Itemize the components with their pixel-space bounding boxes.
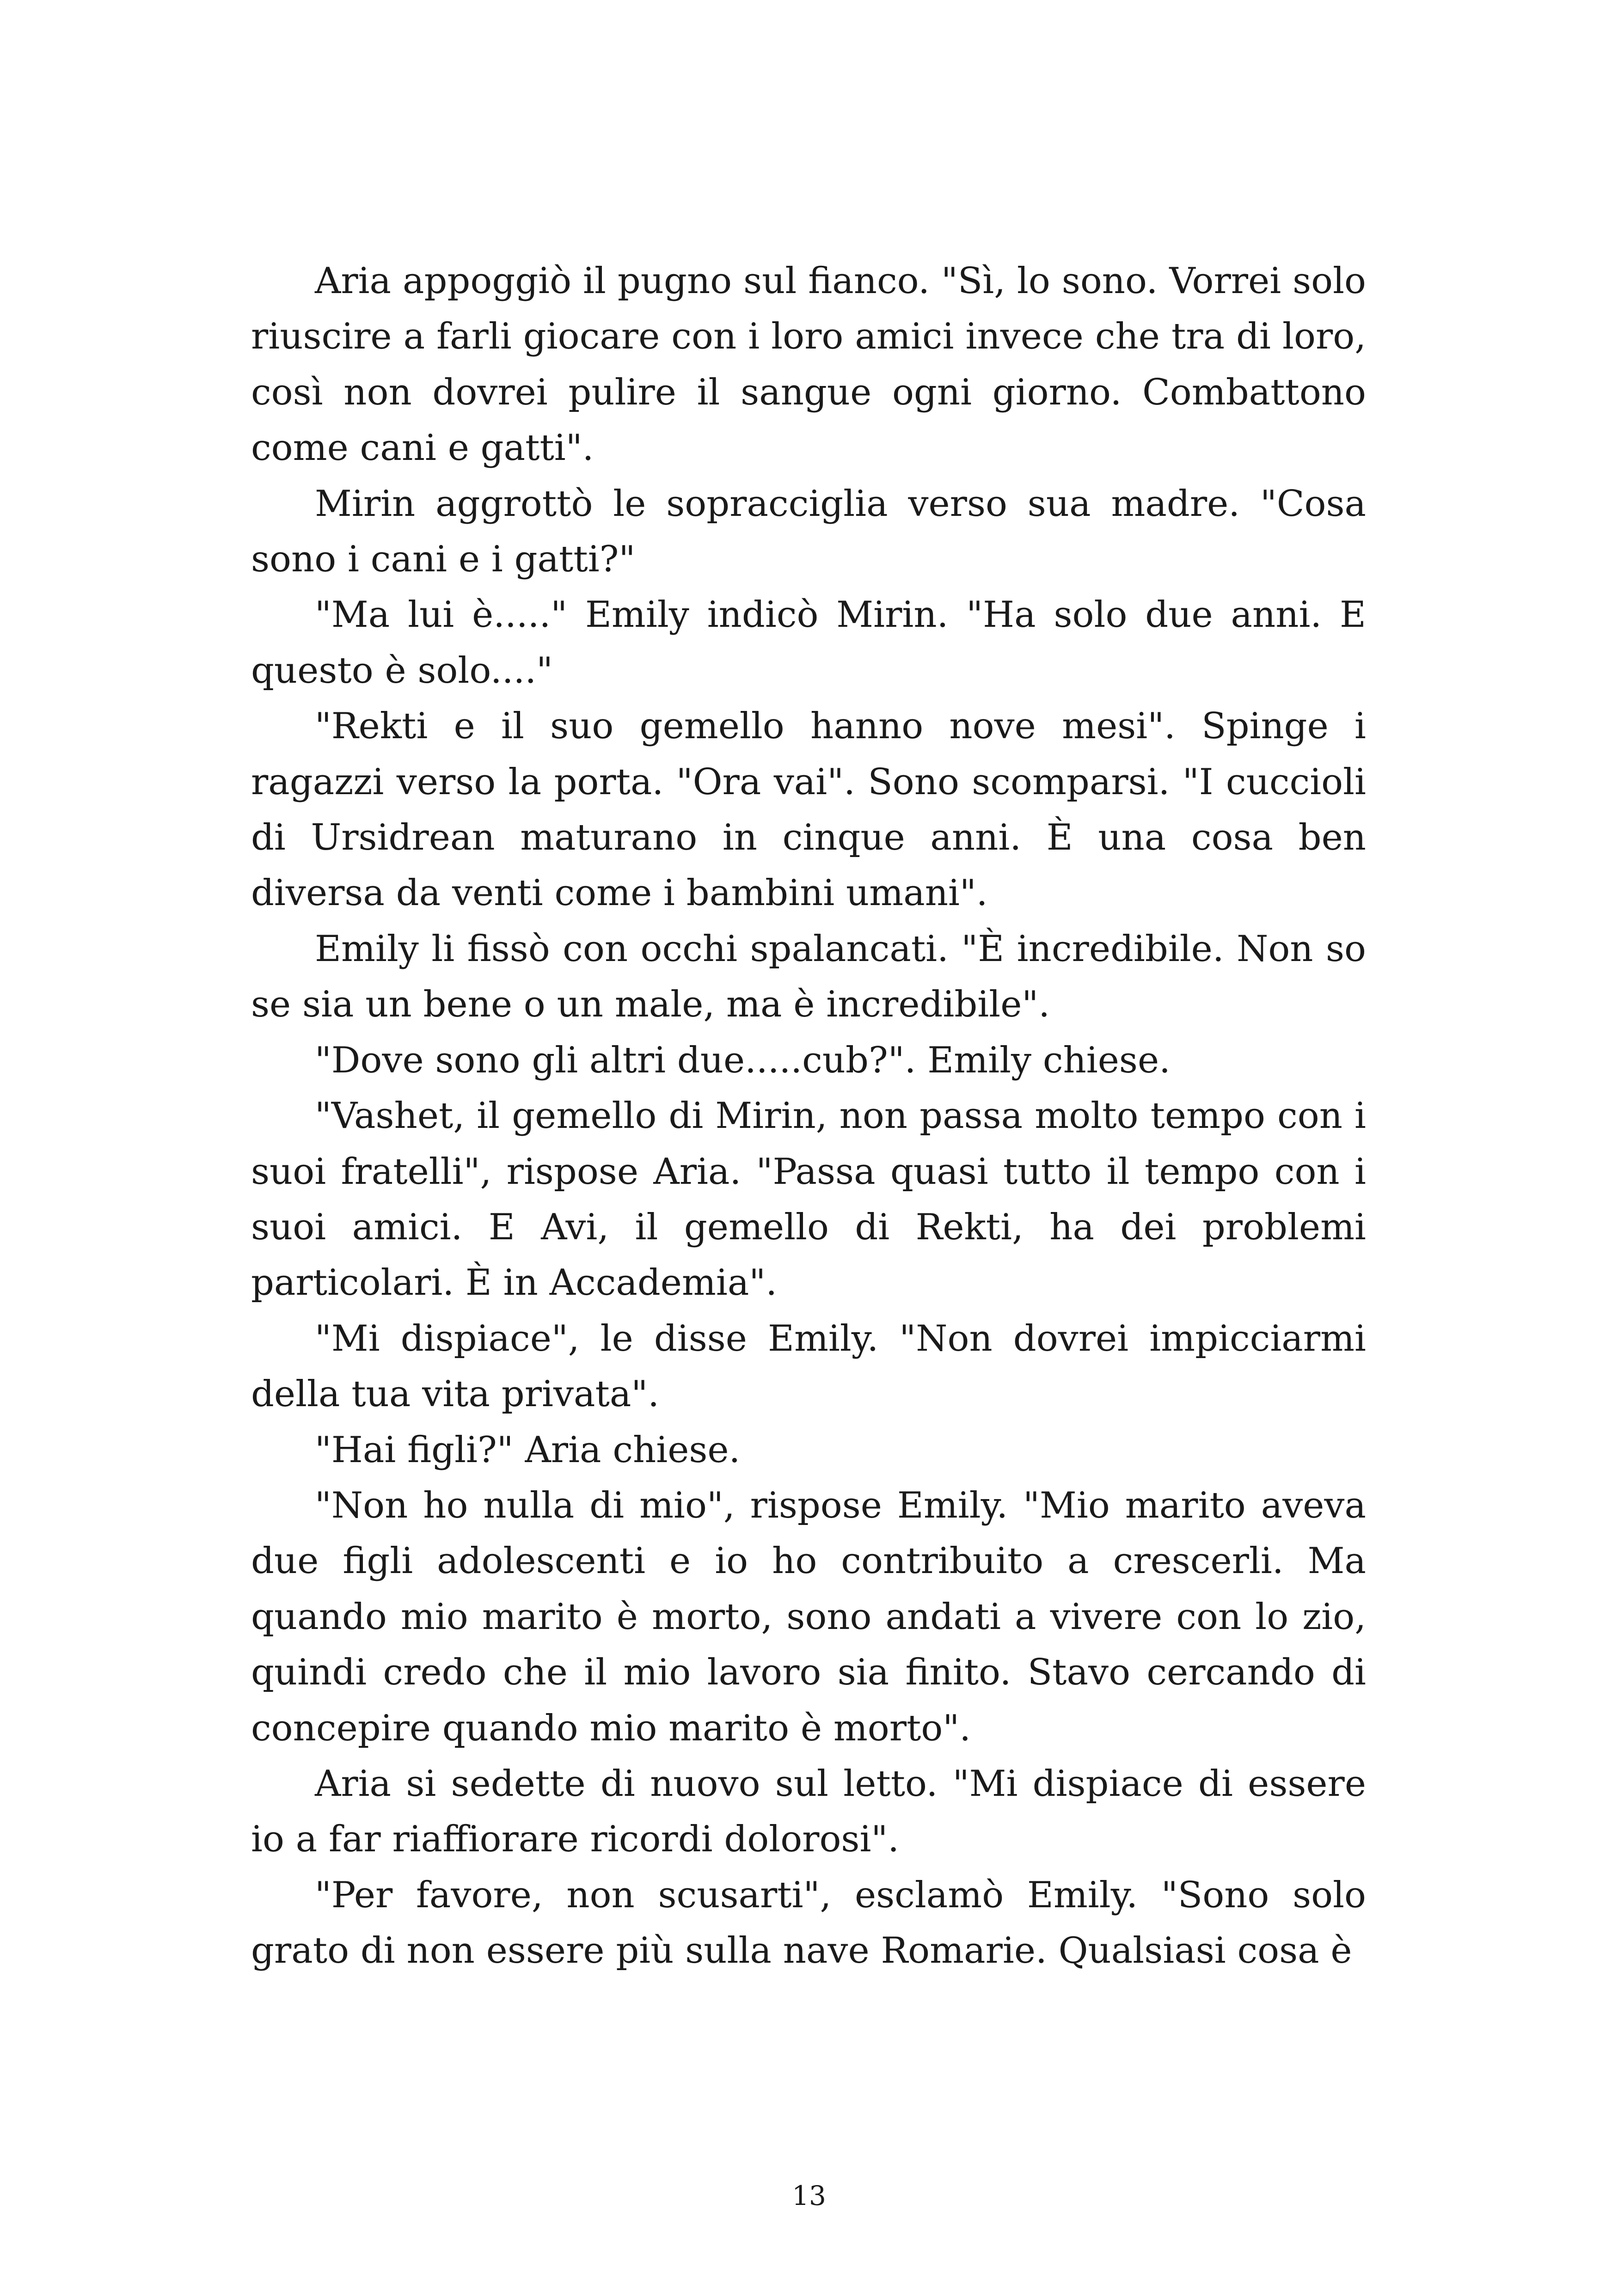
paragraph-6: "Dove sono gli altri due.....cub?". Emily chiese. [315, 1039, 1171, 1081]
paragraph-10: "Non ho nulla di mio", rispose Emily. "Mio marito aveva due figli adolescenti e io ho contribuito a crescerli. Ma quando mio marito è morto, sono andati a vivere con lo zio, quindi credo che il mio lavoro sia finito. Stavo cercando di concepire quando mio marito è morto". [251, 1484, 1366, 1749]
paragraph-3: "Ma lui è....." Emily indicò Mirin. "Ha solo due anni. E questo è solo...." [251, 594, 1366, 692]
paragraph-2: Mirin aggrottò le sopracciglia verso sua madre. "Cosa sono i cani e i gatti?" [251, 483, 1366, 581]
paragraph-12: "Per favore, non scusarti", esclamò Emily. "Sono solo grato di non essere più sulla nave Romarie. Qualsiasi cosa è [251, 1874, 1366, 1972]
paragraph-1: Aria appoggiò il pugno sul fianco. "Sì, lo sono. Vorrei solo riuscire a farli giocare con i loro amici invece che tra di loro, così non dovrei pulire il sangue ogni giorno. Combattono come cani e gatti". [251, 260, 1366, 469]
paragraph-4: "Rekti e il suo gemello hanno nove mesi". Spinge i ragazzi verso la porta. "Ora vai". Sono scomparsi. "I cuccioli di Ursidrean maturano in cinque anni. È una cosa ben diversa da venti come i bambini umani". [251, 705, 1366, 914]
paragraph-11: Aria si sedette di nuovo sul letto. "Mi dispiace di essere io a far riaffiorare ricordi dolorosi". [251, 1763, 1366, 1861]
paragraph-8: "Mi dispiace", le disse Emily. "Non dovrei impicciarmi della tua vita privata". [251, 1317, 1366, 1415]
body-text [251, 253, 1366, 1979]
paragraph-7: "Vashet, il gemello di Mirin, non passa molto tempo con i suoi fratelli", rispose Aria. "Passa quasi tutto il tempo con i suoi amici. E Avi, il gemello di Rekti, ha dei problemi particolari. È in Accademia". [251, 1095, 1366, 1304]
paragraph-9: "Hai figli?" Aria chiese. [315, 1429, 741, 1471]
paragraph-5: Emily li fissò con occhi spalancati. "È incredibile. Non so se sia un bene o un male, ma è incredibile". [251, 928, 1366, 1026]
page-number: 13 [792, 2180, 826, 2211]
